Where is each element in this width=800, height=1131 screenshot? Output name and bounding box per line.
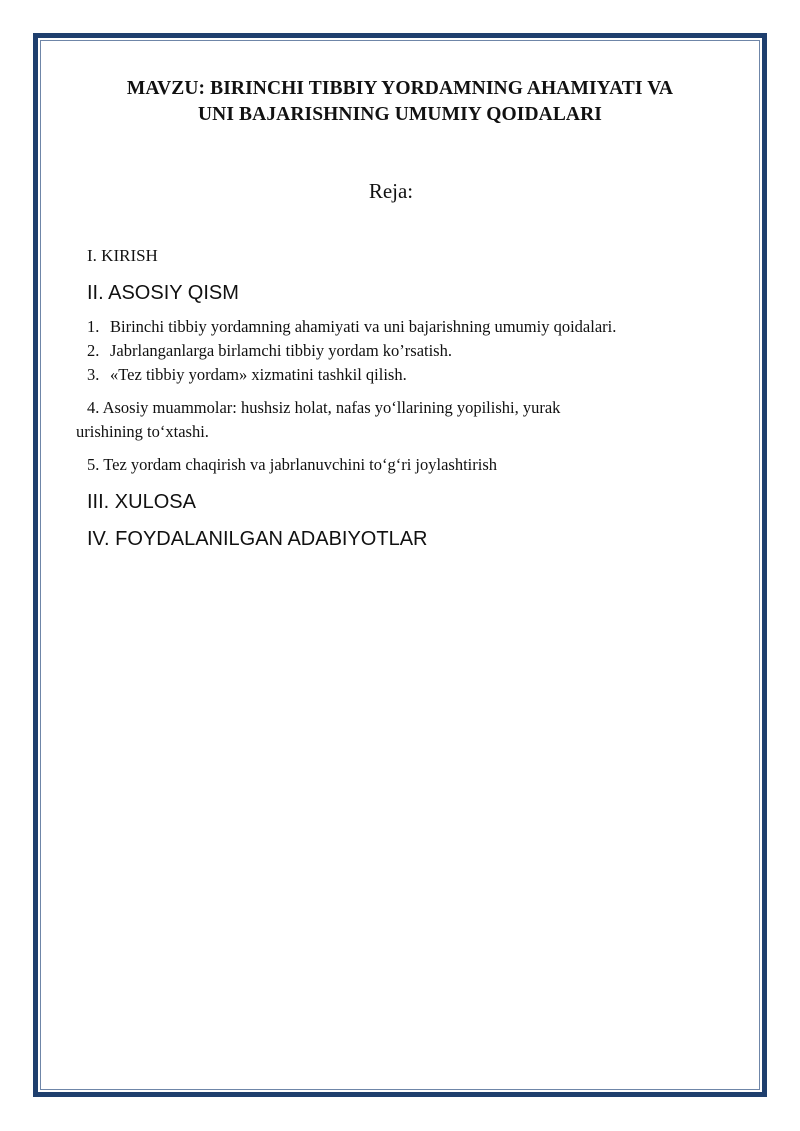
item-4-line-1: 4. Asosiy muammolar: hushsiz holat, nafas yo‘llarining yopilishi, yurak xyxy=(87,398,561,417)
list-item xyxy=(87,316,616,338)
section-conclusion: III. XULOSA xyxy=(87,491,196,513)
plan-heading: Reja: xyxy=(368,179,414,203)
list-item-number: 3. xyxy=(87,365,100,384)
section-intro: I. KIRISH xyxy=(87,246,158,265)
list-item-number: 2. xyxy=(87,341,100,360)
item-4-line-2: urishining to‘xtashi. xyxy=(76,422,209,441)
list-item xyxy=(87,340,452,362)
list-item-text: «Tez tibbiy yordam» xizmatini tashkil qilish. xyxy=(110,365,407,384)
title-line-2: UNI BAJARISHNING UMUMIY QOIDALARI xyxy=(198,104,602,125)
list-item-text: Jabrlanganlarga birlamchi tibbiy yordam ko’rsatish. xyxy=(110,341,452,360)
item-5: 5. Tez yordam chaqirish va jabrlanuvchini to‘g‘ri joylashtirish xyxy=(87,455,498,474)
list-item-number: 1. xyxy=(87,317,100,336)
section-references: IV. FOYDALANILGAN ADABIYOTLAR xyxy=(87,528,428,550)
document-title xyxy=(40,76,760,128)
list-item xyxy=(87,364,407,386)
list-item-text: Birinchi tibbiy yordamning ahamiyati va uni bajarishning umumiy qoidalari. xyxy=(110,317,617,336)
title-line-1: MAVZU: BIRINCHI TIBBIY YORDAMNING AHAMIYATI VA xyxy=(126,78,674,99)
section-main: II. ASOSIY QISM xyxy=(87,282,239,304)
